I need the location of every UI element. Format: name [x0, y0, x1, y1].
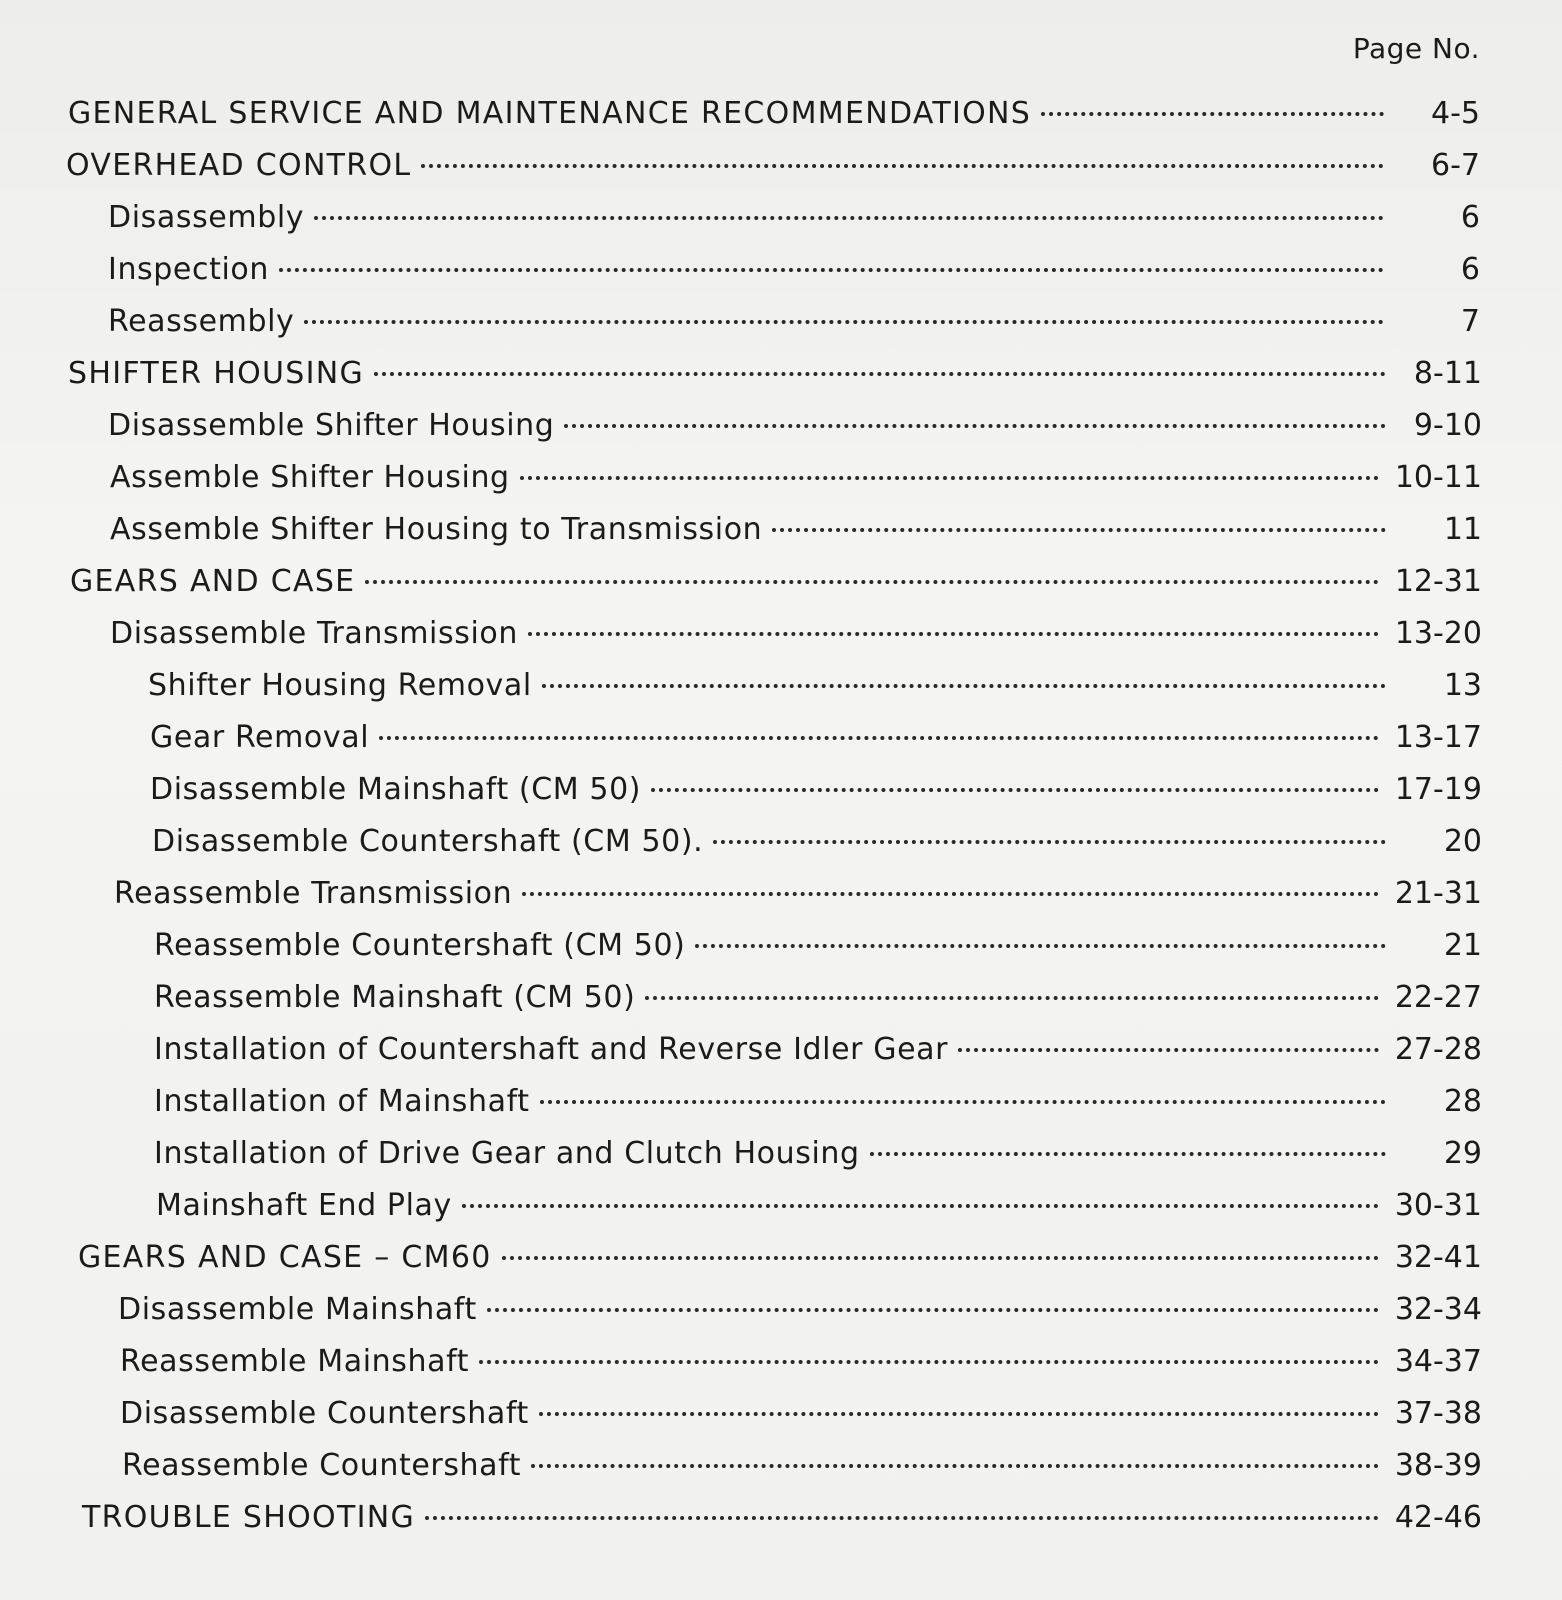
toc-entry-title: Disassemble Mainshaft (CM 50) — [150, 772, 642, 807]
dot-leader — [542, 684, 1386, 688]
toc-entry-title: TROUBLE SHOOTING — [82, 1500, 416, 1535]
toc-entry-page: 6-7 — [1431, 148, 1480, 183]
toc-entry-page: 27-28 — [1394, 1032, 1482, 1067]
dot-leader — [425, 1516, 1379, 1520]
dot-leader — [421, 164, 1384, 168]
toc-entry-installation-countershaft-reverse-idler — [0, 1030, 1562, 1080]
toc-entry-page: 21-31 — [1394, 876, 1482, 911]
dot-leader — [651, 788, 1379, 792]
dot-leader — [695, 944, 1386, 948]
toc-entry-shifter-housing — [0, 354, 1562, 404]
toc-entry-page: 6 — [1460, 200, 1480, 235]
toc-entry-installation-of-mainshaft — [0, 1082, 1562, 1132]
toc-entry-disassemble-shifter-housing — [0, 406, 1562, 456]
toc-entry-page: 37-38 — [1394, 1396, 1482, 1431]
toc-entry-disassemble-transmission — [0, 614, 1562, 664]
toc-entry-title: Gear Removal — [150, 720, 370, 755]
toc-entry-page: 13-20 — [1394, 616, 1482, 651]
dot-leader — [304, 320, 1384, 324]
dot-leader — [522, 892, 1379, 896]
toc-entry-mainshaft-end-play — [0, 1186, 1562, 1236]
toc-entry-title: Disassemble Shifter Housing — [108, 408, 555, 443]
dot-leader — [531, 1464, 1379, 1468]
toc-entry-title: OVERHEAD CONTROL — [66, 148, 412, 183]
toc-entry-assemble-shifter-housing-to-transmission — [0, 510, 1562, 560]
toc-entry-shifter-housing-removal — [0, 666, 1562, 716]
toc-entry-page: 17-19 — [1394, 772, 1482, 807]
toc-entry-installation-drive-gear-clutch-housing — [0, 1134, 1562, 1184]
toc-entry-title: Installation of Countershaft and Reverse Idler Gear — [154, 1032, 949, 1067]
toc-entry-title: Reassemble Mainshaft (CM 50) — [154, 980, 636, 1015]
toc-entry-title: Shifter Housing Removal — [148, 668, 532, 703]
toc-entry-disassembly — [0, 198, 1562, 248]
toc-entry-disassemble-mainshaft-cm50 — [0, 770, 1562, 820]
toc-entry-title: Disassemble Countershaft — [120, 1396, 529, 1431]
dot-leader — [539, 1412, 1379, 1416]
toc-entry-page: 10-11 — [1394, 460, 1482, 495]
toc-entry-page: 34-37 — [1394, 1344, 1482, 1379]
toc-entry-page: 13-17 — [1394, 720, 1482, 755]
toc-entry-title: GEARS AND CASE — [70, 564, 356, 599]
toc-entry-title: Disassemble Mainshaft — [118, 1292, 477, 1327]
toc-entry-title: Mainshaft End Play — [156, 1188, 452, 1223]
dot-leader — [462, 1204, 1379, 1208]
toc-entry-title: SHIFTER HOUSING — [68, 356, 365, 391]
toc-entry-title: Reassemble Mainshaft — [120, 1344, 470, 1379]
toc-entry-reassemble-mainshaft — [0, 1342, 1562, 1392]
dot-leader — [645, 996, 1378, 1000]
toc-entry-assemble-shifter-housing — [0, 458, 1562, 508]
dot-leader — [1041, 112, 1384, 116]
toc-entry-disassemble-countershaft-cm50 — [0, 822, 1562, 872]
toc-entry-title: Installation of Drive Gear and Clutch Housing — [154, 1136, 860, 1171]
toc-entry-title: Assemble Shifter Housing to Transmission — [110, 512, 763, 547]
toc-entry-title: Reassembly — [108, 304, 295, 339]
toc-entry-reassemble-countershaft — [0, 1446, 1562, 1496]
page-number-header: Page No. — [1352, 32, 1480, 65]
toc-entry-trouble-shooting — [0, 1498, 1562, 1548]
dot-leader — [379, 736, 1379, 740]
toc-entry-page: 7 — [1460, 304, 1480, 339]
toc-entry-general-service — [0, 94, 1562, 144]
toc-entry-disassemble-mainshaft — [0, 1290, 1562, 1340]
toc-entry-page: 6 — [1460, 252, 1480, 287]
toc-entry-disassemble-countershaft — [0, 1394, 1562, 1444]
dot-leader — [564, 424, 1386, 428]
toc-entry-page: 20 — [1443, 824, 1482, 859]
toc-entry-inspection — [0, 250, 1562, 300]
toc-entry-page: 32-34 — [1394, 1292, 1482, 1327]
toc-entry-reassembly — [0, 302, 1562, 352]
toc-entry-page: 32-41 — [1394, 1240, 1482, 1275]
toc-entry-page: 13 — [1443, 668, 1482, 703]
toc-entry-reassemble-transmission — [0, 874, 1562, 924]
dot-leader — [528, 632, 1379, 636]
toc-entry-page: 9-10 — [1413, 408, 1482, 443]
toc-entry-title: Disassemble Transmission — [110, 616, 518, 651]
toc-entry-title: Installation of Mainshaft — [154, 1084, 530, 1119]
toc-entry-reassemble-countershaft-cm50 — [0, 926, 1562, 976]
toc-entry-title: Reassemble Transmission — [114, 876, 513, 911]
toc-entry-title: Inspection — [108, 252, 269, 287]
toc-entry-title: Assemble Shifter Housing — [110, 460, 510, 495]
dot-leader — [374, 372, 1386, 376]
toc-entry-title: GENERAL SERVICE AND MAINTENANCE RECOMMENDATIONS — [68, 96, 1032, 131]
toc-entry-page: 42-46 — [1394, 1500, 1482, 1535]
toc-entry-page: 12-31 — [1394, 564, 1482, 599]
toc-entry-page: 28 — [1443, 1084, 1482, 1119]
toc-entry-title: Disassemble Countershaft (CM 50). — [152, 824, 704, 859]
dot-leader — [958, 1048, 1379, 1052]
toc-entry-page: 29 — [1443, 1136, 1482, 1171]
dot-leader — [502, 1256, 1379, 1260]
toc-entry-title: Disassembly — [108, 200, 305, 235]
toc-entry-page: 4-5 — [1431, 96, 1480, 131]
dot-leader — [487, 1308, 1379, 1312]
toc-entry-title: GEARS AND CASE – CM60 — [78, 1240, 492, 1275]
toc-entry-page: 21 — [1443, 928, 1482, 963]
dot-leader — [279, 268, 1384, 272]
toc-entry-title: Reassemble Countershaft — [122, 1448, 522, 1483]
dot-leader — [540, 1100, 1386, 1104]
toc-entry-gear-removal — [0, 718, 1562, 768]
toc-entry-page: 30-31 — [1394, 1188, 1482, 1223]
toc-entry-page: 38-39 — [1394, 1448, 1482, 1483]
dot-leader — [314, 216, 1384, 220]
toc-entry-page: 8-11 — [1413, 356, 1482, 391]
dot-leader — [365, 580, 1378, 584]
toc-entry-title: Reassemble Countershaft (CM 50) — [154, 928, 686, 963]
dot-leader — [520, 476, 1379, 480]
dot-leader — [479, 1360, 1379, 1364]
toc-entry-overhead-control — [0, 146, 1562, 196]
dot-leader — [713, 840, 1386, 844]
toc-entry-page: 11 — [1443, 512, 1482, 547]
dot-leader — [772, 528, 1386, 532]
toc-entry-gears-and-case-cm60 — [0, 1238, 1562, 1288]
toc-entry-page: 22-27 — [1394, 980, 1482, 1015]
toc-entry-gears-and-case — [0, 562, 1562, 612]
toc-entry-reassemble-mainshaft-cm50 — [0, 978, 1562, 1028]
dot-leader — [870, 1152, 1386, 1156]
